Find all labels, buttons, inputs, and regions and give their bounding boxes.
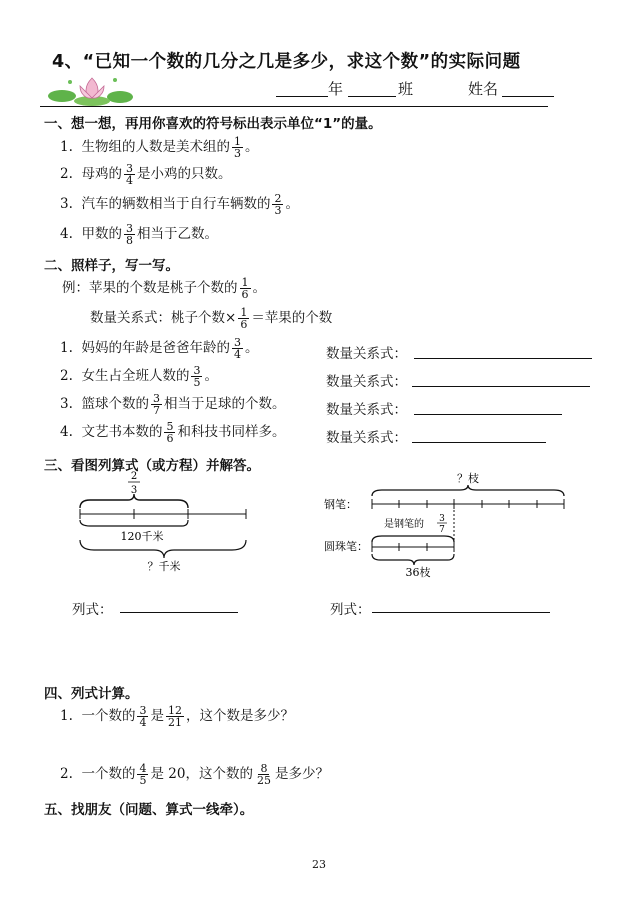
- section4-heading: 四、列式计算。: [44, 686, 139, 702]
- sec2-item-2: 2. 女生占全班人数的 $\frac{3}{5}$ 。: [60, 364, 218, 389]
- right-line-diagram: [324, 470, 574, 580]
- fraction: $\frac{1}{6}$: [240, 306, 248, 331]
- sec1-item-3: 3. 汽车的辆数相当于自行车辆数的 $\frac{2}{3}$ 。: [60, 192, 299, 217]
- right-unknown-label: ？枝: [457, 472, 479, 485]
- relation-label-3: 数量关系式：: [326, 402, 407, 418]
- formula-label-left: 列式：: [72, 602, 113, 618]
- relation-blank-2[interactable]: [412, 370, 590, 387]
- fraction: $\frac{12}{21}$: [167, 704, 182, 729]
- svg-text:7: 7: [439, 525, 445, 535]
- left-line-diagram: [70, 464, 260, 584]
- svg-text:3: 3: [439, 514, 445, 524]
- sec4-question-1: 1. 一个数的 $\frac{3}{4}$ 是 $\frac{12}{21}$ ，这个数是多少？: [60, 704, 294, 729]
- diagram-fraction-numerator: 2: [130, 471, 138, 482]
- name-blank[interactable]: [502, 80, 554, 97]
- page-number: 23: [312, 858, 326, 871]
- header-rule: [40, 106, 548, 107]
- fraction: $\frac{8}{25}$: [256, 762, 271, 787]
- sec4-question-2: 2. 一个数的 $\frac{4}{5}$ 是 20，这个数的 $\frac{8}{25}$ 是多少？: [60, 762, 329, 787]
- fraction: $\frac{3}{7}$: [152, 392, 160, 417]
- fraction: $\frac{3}{4}$: [233, 336, 241, 361]
- name-label: 姓名: [468, 80, 499, 98]
- lotus-decoration-icon: [40, 72, 140, 108]
- section5-heading: 五、找朋友（问题、算式一线牵）。: [44, 802, 254, 818]
- fraction: $\frac{1}{6}$: [241, 276, 249, 301]
- sec2-item-4: 4. 文艺书本数的 $\frac{5}{6}$ 和科技书同样多。: [60, 420, 286, 445]
- relation-label-4: 数量关系式：: [326, 430, 407, 446]
- fraction: $\frac{3}{4}$: [139, 704, 147, 729]
- class-label: 班: [398, 80, 414, 98]
- year-blank[interactable]: [276, 80, 328, 97]
- sec2-example-relation: 数量关系式：桃子个数× $\frac{1}{6}$ ＝苹果的个数: [90, 306, 333, 331]
- fraction: $\frac{3}{4}$: [125, 162, 133, 187]
- relation-text: 是钢笔的: [384, 519, 424, 530]
- fraction: $\frac{5}{6}$: [166, 420, 174, 445]
- class-blank[interactable]: [348, 80, 396, 97]
- fraction: $\frac{3}{5}$: [193, 364, 201, 389]
- relation-blank-4[interactable]: [412, 426, 546, 443]
- formula-blank-left[interactable]: [120, 598, 238, 613]
- left-unknown-label: ？千米: [147, 560, 181, 573]
- relation-label-2: 数量关系式：: [326, 374, 407, 390]
- ballpen-label: 圆珠笔：: [324, 540, 368, 553]
- fraction: $\frac{3}{8}$: [125, 222, 133, 247]
- section3-heading: 三、看图列算式（或方程）并解答。: [44, 458, 260, 474]
- fraction: $\frac{2}{3}$: [274, 192, 282, 217]
- sec1-item-2: 2. 母鸡的 $\frac{3}{4}$ 是小鸡的只数。: [60, 162, 232, 187]
- relation-blank-1[interactable]: [414, 342, 592, 359]
- formula-blank-right[interactable]: [372, 598, 550, 613]
- formula-label-right: 列式：: [330, 602, 371, 618]
- sec2-example: 例：苹果的个数是桃子个数的 $\frac{1}{6}$ 。: [62, 276, 266, 301]
- relation-label-1: 数量关系式：: [326, 346, 407, 362]
- sec2-item-1: 1. 妈妈的年龄是爸爸年龄的 $\frac{3}{4}$ 。: [60, 336, 259, 361]
- page-title: 4、“已知一个数的几分之几是多少，求这个数”的实际问题: [52, 52, 521, 72]
- year-label: 年: [328, 80, 344, 98]
- left-known-label: 120千米: [120, 530, 164, 543]
- fraction: $\frac{1}{3}$: [233, 135, 241, 160]
- diagram-fraction-denominator: 3: [130, 485, 138, 496]
- right-known-label: 36枝: [405, 566, 431, 579]
- sec1-item-4: 4. 甲数的 $\frac{3}{8}$ 相当于乙数。: [60, 222, 218, 247]
- section1-heading: 一、想一想，再用你喜欢的符号标出表示单位“1”的量。: [44, 116, 382, 132]
- section2-heading: 二、照样子，写一写。: [44, 258, 179, 274]
- fraction: $\frac{4}{5}$: [139, 762, 147, 787]
- sec2-item-3: 3. 篮球个数的 $\frac{3}{7}$ 相当于足球的个数。: [60, 392, 286, 417]
- relation-blank-3[interactable]: [414, 398, 562, 415]
- sec1-item-1: 1. 生物组的人数是美术组的 $\frac{1}{3}$ 。: [60, 135, 259, 160]
- pen-label: 钢笔：: [324, 498, 357, 511]
